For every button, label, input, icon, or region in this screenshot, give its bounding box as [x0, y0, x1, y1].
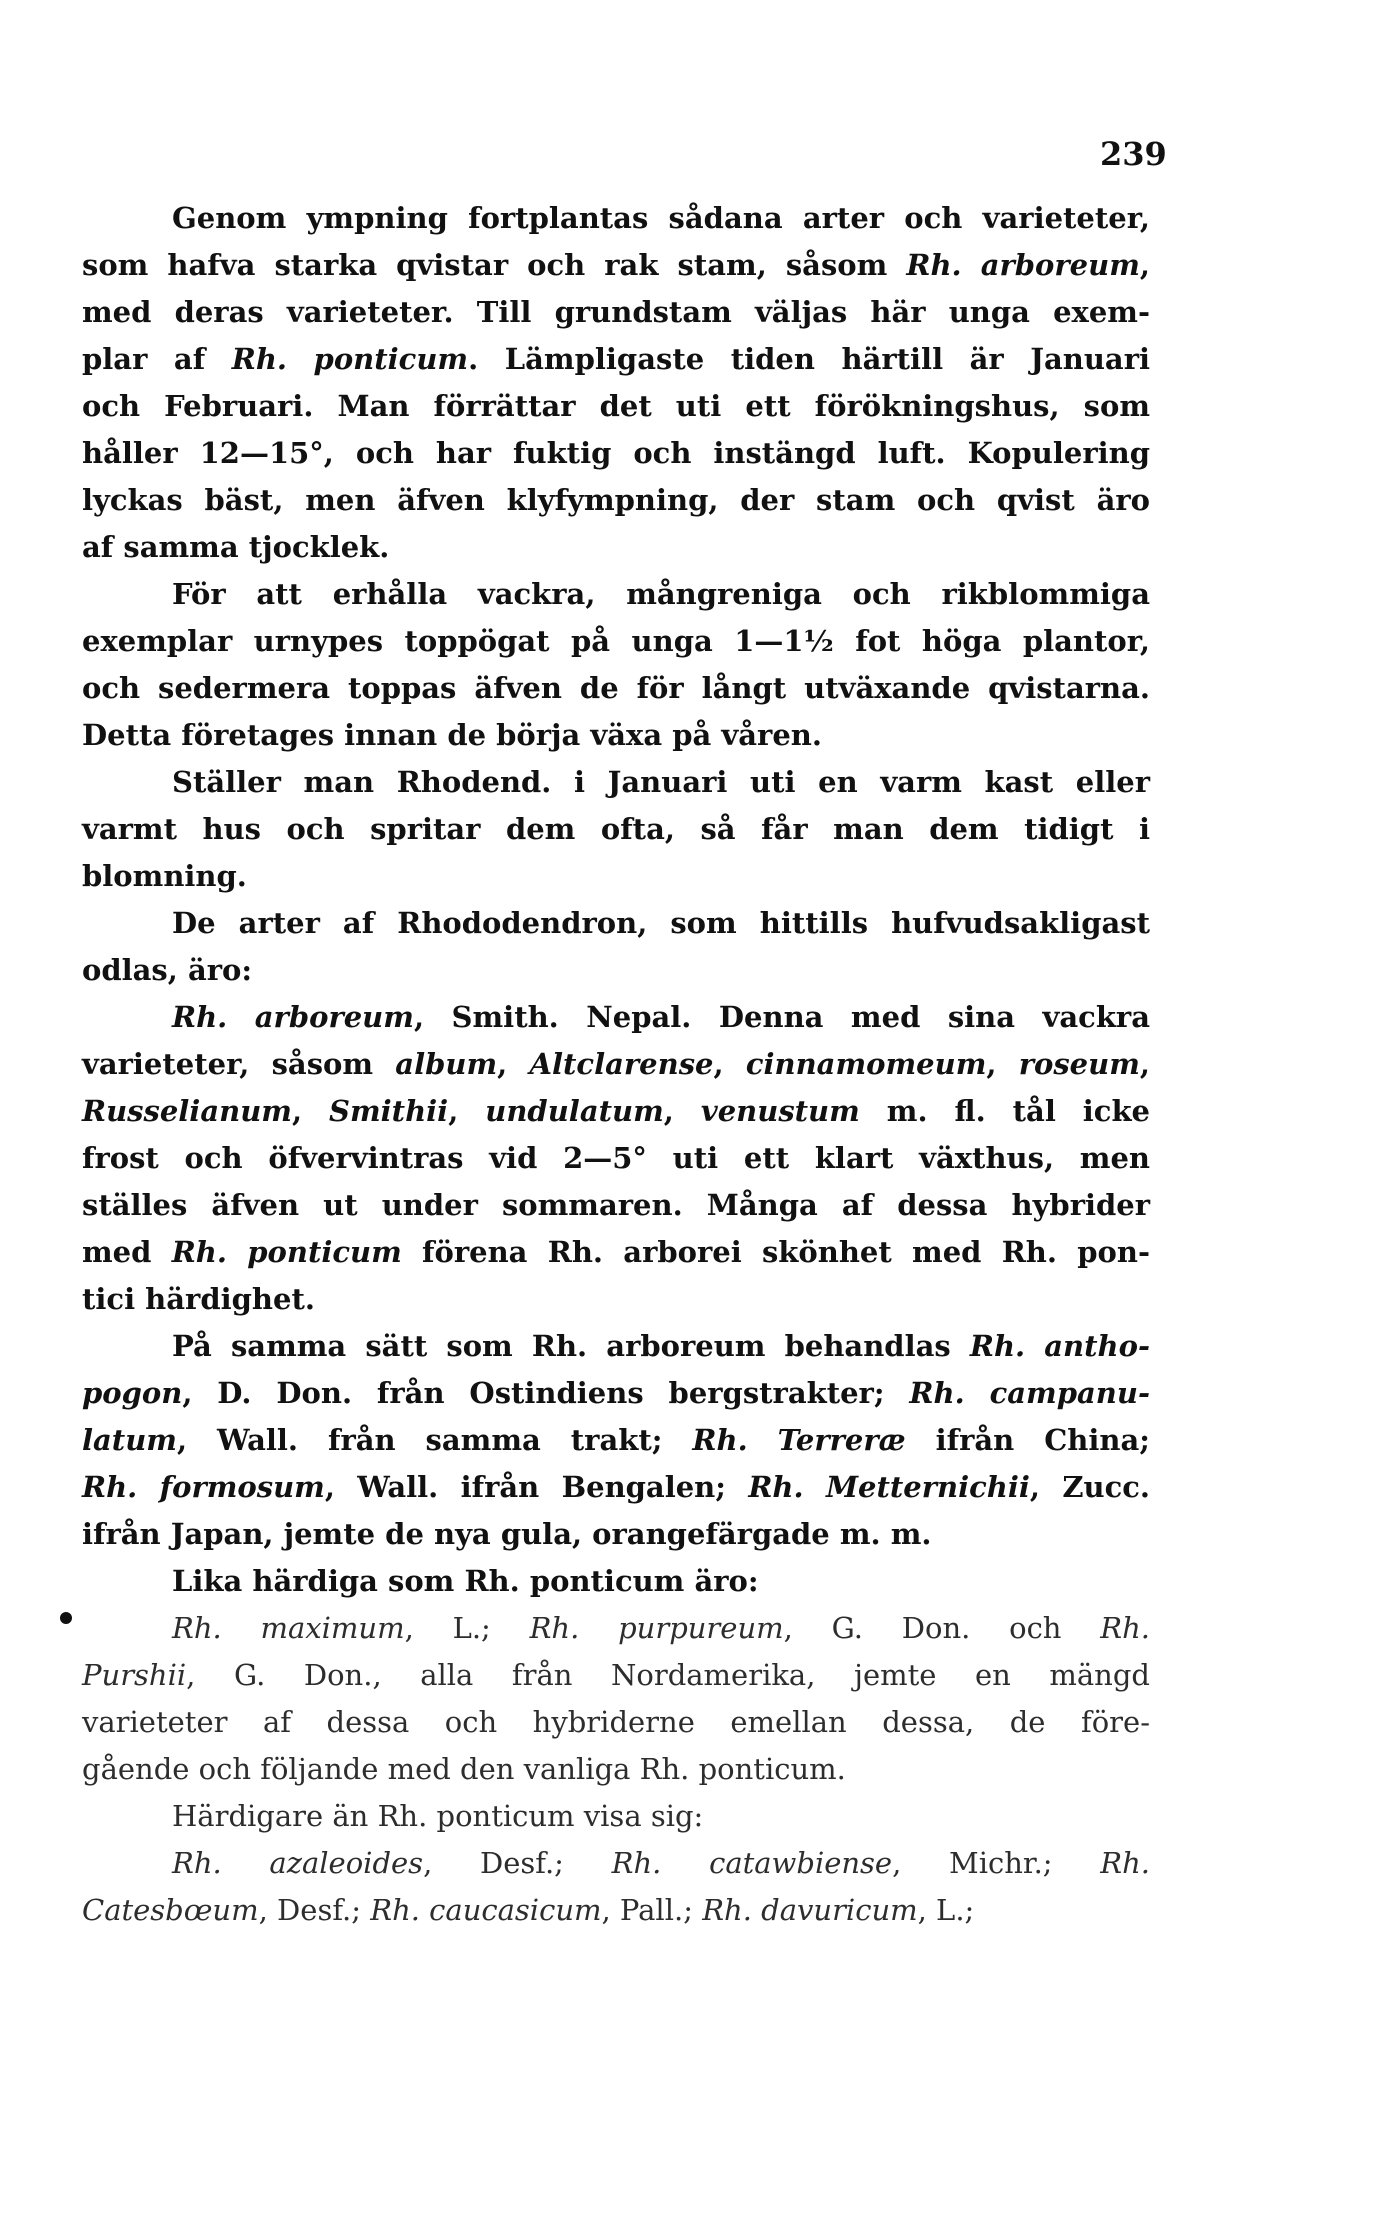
paragraph-species-intro: De arter af Rhododendron, som hittills hufvudsakligast odlas, äro:: [82, 906, 1150, 987]
paragraph-hardier-species: Rh. azaleoides, Desf.; Rh. catawbiense, Michr.; Rh. Catesbœum, Desf.; Rh. caucasicum, Pall.; Rh. davuricum, L.;: [82, 1846, 1150, 1927]
page-number: 239: [1100, 135, 1167, 173]
body-text: [82, 195, 1150, 1934]
paragraph-forcing: Ställer man Rhodend. i Januari uti en varm kast eller varmt hus och spritar dem ofta, så får man dem tidigt i blomning.: [82, 765, 1150, 893]
paragraph-other-species: På samma sätt som Rh. arboreum behandlas Rh. antho- pogon, D. Don. från Ostindiens bergstrakter; Rh. campanu- latum, Wall. från samma trakt; Rh. Terreræ ifrån China; Rh. formosum, Wall. ifrån Bengalen; Rh. Metternichii, Zucc. ifrån Japan, jemte de nya gula, orangefärgade m. m.: [82, 1329, 1151, 1551]
paragraph-grafting: Genom ympning fortplantas sådana arter och varieteter, som hafva starka qvistar och rak stam, såsom Rh. arboreum, med deras varieteter. Till grundstam väljas här unga exem- plar af Rh. ponticum. Lämpligaste tiden härtill är Januari och Februari. Man förrättar det uti ett förökningshus, som håller 12—15°, och har fuktig och instängd luft. Kopulering lyckas bäst, men äfven klyfympning, der stam och qvist äro af samma tjocklek.: [82, 201, 1151, 564]
paragraph-arboreum: Rh. arboreum, Smith. Nepal. Denna med sina vackra varieteter, såsom album, Altclarense, cinnamomeum, roseum, Russelianum, Smithii, undulatum, venustum m. fl. tål icke frost och öfvervintras vid 2—5° uti ett klart växthus, men ställes äfven ut under sommaren. Många af dessa hybrider med Rh. ponticum förena Rh. arborei skönhet med Rh. pon- tici härdighet.: [82, 1000, 1151, 1316]
paragraph-hardy-intro: Lika härdiga som Rh. ponticum äro:: [172, 1564, 759, 1598]
paragraph-hardy-species: Rh. maximum, L.; Rh. purpureum, G. Don. och Rh. Purshii, G. Don., alla från Nordamerika, jemte en mängd varieteter af dessa och hybriderne emellan dessa, de före- gående och följande med den vanliga Rh. ponticum.: [82, 1611, 1150, 1786]
ink-blot: [60, 1612, 72, 1624]
paragraph-topping: För att erhålla vackra, mångreniga och rikblommiga exemplar urnypes toppögat på unga 1—1½ fot höga plantor, och sedermera toppas äfven de för långt utväxande qvistarna. Detta företages innan de börja växa på våren.: [82, 577, 1150, 752]
paragraph-hardier-intro: Härdigare än Rh. ponticum visa sig:: [172, 1799, 704, 1833]
